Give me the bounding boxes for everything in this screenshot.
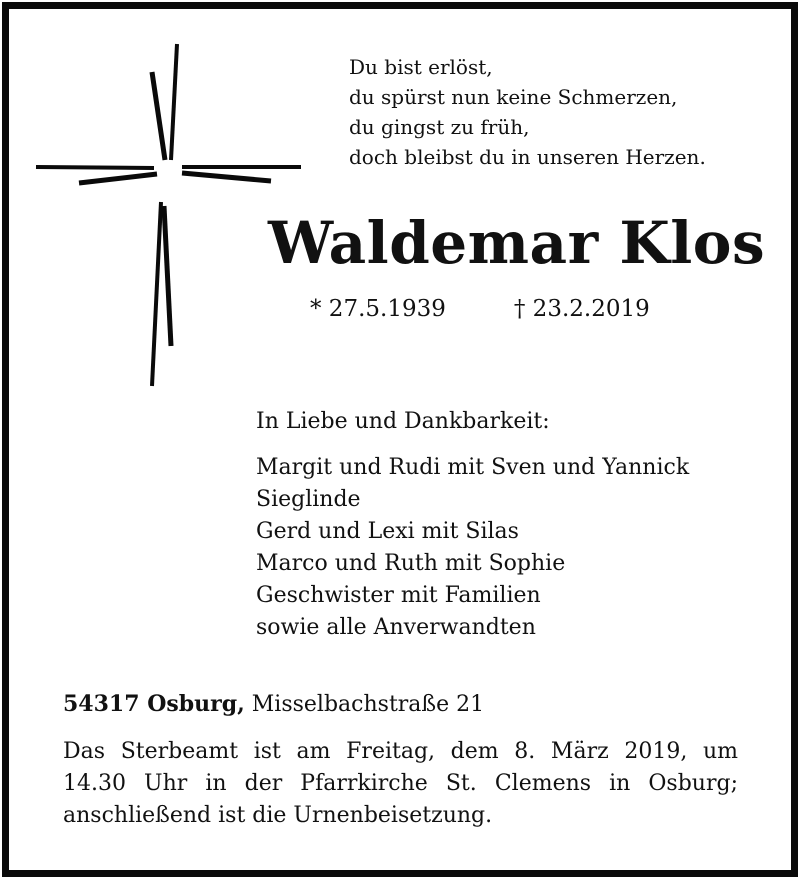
notice-line: 14.30 Uhr in der Pfarrkirche St. Clemens in Osburg; [63,771,738,796]
mourners-list [256,452,689,644]
death-date: † 23.2.2019 [513,296,650,322]
address-city: 54317 Osburg, [63,691,245,717]
life-dates [310,294,650,324]
mourner-line: Margit und Rudi mit Sven und Yannick [256,455,690,480]
verse-line: du gingst zu früh, [349,115,530,139]
verse [349,52,706,172]
funeral-notice [63,736,738,832]
mourner-line: Gerd und Lexi mit Silas [256,519,519,544]
mourner-line: Geschwister mit Familien [256,583,541,608]
thanks-heading: In Liebe und Dankbarkeit: [256,409,550,434]
address [63,688,484,721]
birth-date: * 27.5.1939 [310,296,446,322]
address-street: Misselbachstraße 21 [251,692,485,717]
verse-line: Du bist erlöst, [349,55,493,79]
mourner-line: sowie alle Anverwandten [256,615,536,640]
notice-line: Das Sterbeamt ist am Freitag, dem 8. März 2019, um [63,739,738,764]
verse-line: doch bleibst du in unseren Herzen. [349,145,706,169]
mourner-line: Marco und Ruth mit Sophie [256,551,566,576]
notice-line: anschließend ist die Urnenbeisetzung. [63,803,493,828]
verse-line: du spürst nun keine Schmerzen, [349,85,678,109]
deceased-name: Waldemar Klos [268,209,766,277]
mourner-line: Sieglinde [256,487,361,512]
